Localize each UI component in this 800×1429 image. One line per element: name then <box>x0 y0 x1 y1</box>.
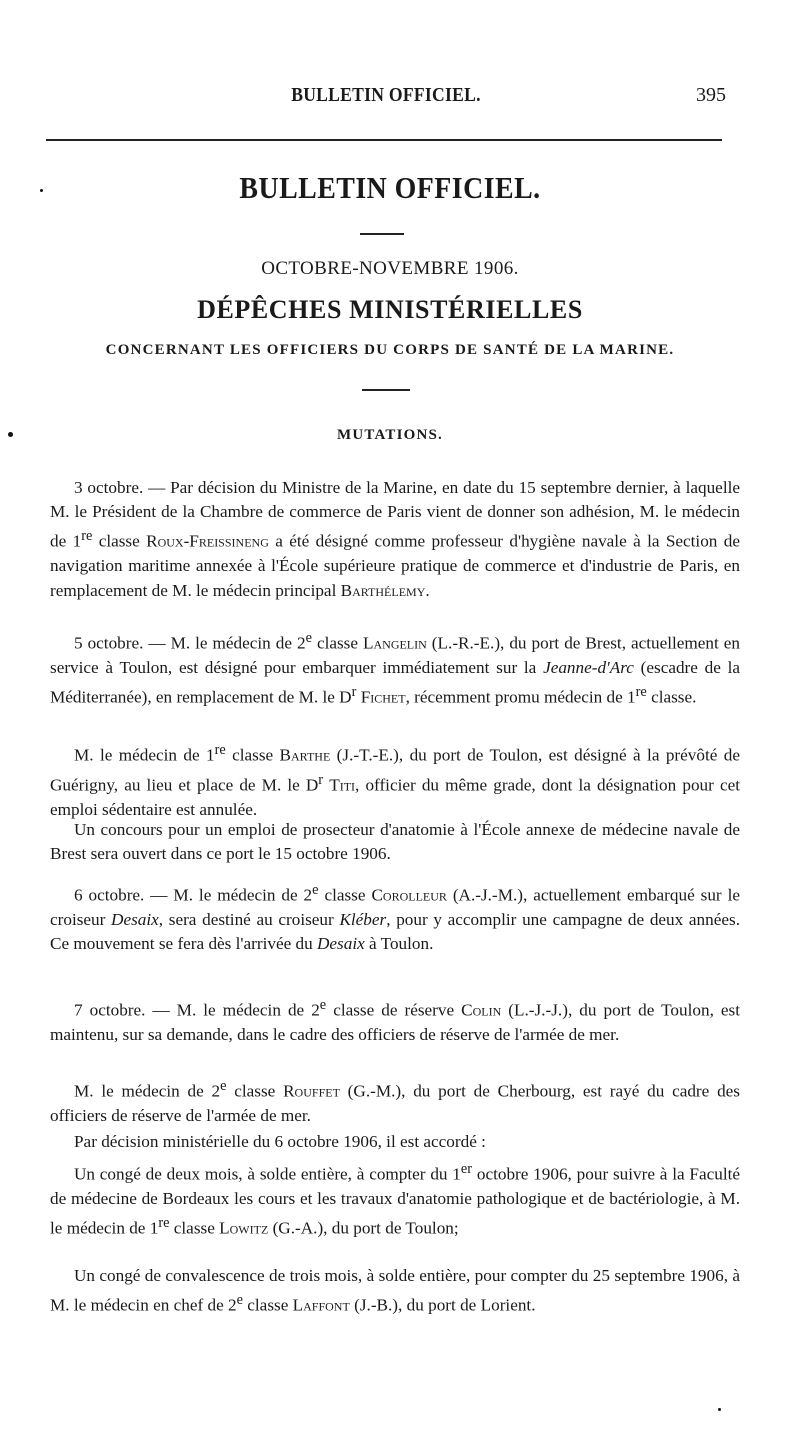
officer-name: Barthélemy <box>340 580 426 600</box>
section-title: DÉPÊCHES MINISTÉRIELLES <box>197 295 583 324</box>
date-line: OCTOBRE-NOVEMBRE 1906. <box>261 258 519 279</box>
officer-name: Titi <box>329 775 356 795</box>
officer-name: Colin <box>461 1000 502 1020</box>
officer-name: Rouffet <box>283 1081 340 1101</box>
officer-name: Barthe <box>279 745 331 765</box>
officer-name: Fichet <box>360 687 406 707</box>
page-number: 395 <box>696 84 726 106</box>
running-title: BULLETIN OFFICIEL. <box>291 84 481 106</box>
ship-name: Desaix <box>111 909 159 929</box>
paragraph-3: M. le médecin de 1re classe Barthe (J.-T.-E.), du port de Toulon, est désigné à la prévôté de Guérigny, au lieu et place de M. le $D^r$ Titi, officier du même grade, dont la désignation pour cet emploi sédentaire est annulée. <box>50 742 741 819</box>
running-header <box>46 84 726 112</box>
ink-speck <box>8 432 13 437</box>
page-title: BULLETIN OFFICIEL. <box>239 170 541 205</box>
paragraph-6: 7 octobre. — M. le médecin de 2e classe de réserve Colin (L.-J.-J.), du port de Toulon, est maintenu, sur sa demande, dans le cadre des officiers de réserve de l'armée de mer. <box>50 997 740 1044</box>
section-divider <box>362 389 410 391</box>
officer-name: Roux-Freissineng <box>146 532 269 552</box>
header-rule <box>46 139 722 141</box>
paragraph-9: Un congé de deux mois, à solde entière, à compter du 1er octobre 1906, pour suivre à la Faculté de médecine de Bordeaux les cours et les travaux d'anatomie pathologique et de bactériologie, à M. le médecin de 1re classe Lowitz (G.-A.), du port de Toulon; <box>50 1161 740 1238</box>
officer-name: Lowitz <box>219 1218 269 1238</box>
paragraph-10: Un congé de convalescence de trois mois, à solde entière, pour compter du 25 septembre 1906, à M. le médecin en chef de 2e classe Laffont (J.-B.), du port de Lorient. <box>50 1266 740 1315</box>
officer-name: Corolleur <box>371 885 447 905</box>
paragraph-4: Un concours pour un emploi de prosecteur d'anatomie à l'École annexe de médecine navale de Brest sera ouvert dans ce port le 15 octobre 1906. <box>50 820 740 864</box>
paragraph-5: 6 octobre. — M. le médecin de 2e classe Corolleur (A.-J.-M.), actuellement embarqué sur le croiseur Desaix, sera destiné au croiseur Kléber, pour y accomplir une campagne de deux années. Ce mouvement se fera dès l'arrivée du Desaix à Toulon. <box>50 882 740 954</box>
paragraph-7: M. le médecin de 2e classe Rouffet (G.-M.), du port de Cherbourg, est rayé du cadre des officiers de réserve de l'armée de mer. <box>50 1078 740 1125</box>
ink-speck <box>718 1408 721 1411</box>
paragraph-2: 5 octobre. — M. le médecin de 2e classe Langelin (L.-R.-E.), du port de Brest, actuellement en service à Toulon, est désigné pour embarquer immédiatement sur la Jeanne-d'Arc (escadre de la Méditerranée), en remplacement de M. le $D^r$ Fichet, récemment promu médecin de 1re classe. <box>50 630 741 707</box>
paragraph-8: Par décision ministérielle du 6 octobre 1906, il est accordé : <box>74 1132 486 1151</box>
title-divider <box>360 233 404 235</box>
ship-name: Jeanne-d'Arc <box>543 657 634 677</box>
ink-speck <box>40 189 43 192</box>
ship-name: Kléber <box>339 909 387 929</box>
section-subtitle: CONCERNANT LES OFFICIERS DU CORPS DE SANTÉ DE LA MARINE. <box>105 342 675 358</box>
mutations-heading: MUTATIONS. <box>336 427 444 443</box>
officer-name: Langelin <box>362 633 427 653</box>
officer-name: Laffont <box>292 1295 350 1315</box>
paragraph-1: 3 octobre. — Par décision du Ministre de la Marine, en date du 15 septembre dernier, à laquelle M. le Président de la Chambre de commerce de Paris vient de donner son adhésion, M. le médecin de 1re classe Roux-Freissineng a été désigné comme professeur d'hygiène navale à la Section de navigation maritime annexée à l'École supérieure pratique de commerce et d'industrie de Paris, en remplacement de M. le médecin principal Barthélemy. <box>50 478 740 600</box>
ship-name: Desaix <box>317 934 365 954</box>
